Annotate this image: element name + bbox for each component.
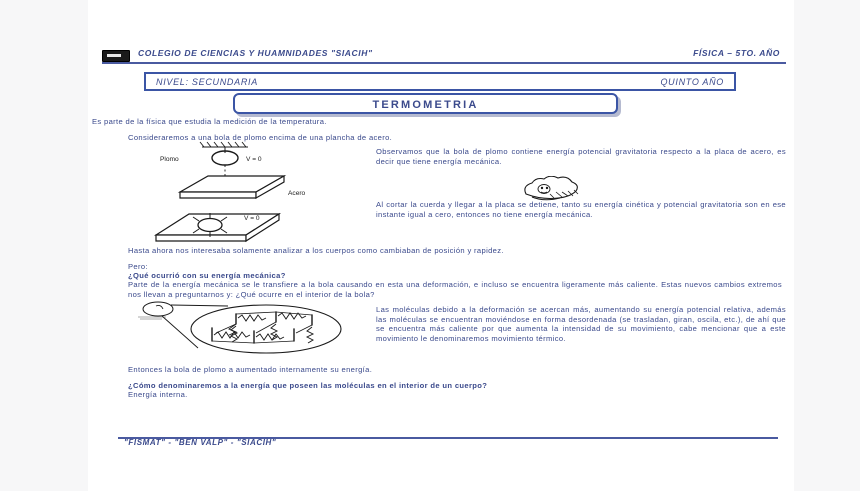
topic-title-box [233,93,618,114]
pero-label: Pero: [128,262,148,271]
plomo-acero-svg [136,140,366,245]
al-cortar-paragraph: Al cortar la cuerda y llegar a la placa se detiene, tanto su energía cinética y potencial gravitatoria son en ese instante igual a cero, entonces no tiene energía mecánica. [376,200,786,219]
entonces-paragraph: Entonces la bola de plomo a aumentado internamente su energía. [128,365,373,374]
page-content [88,0,794,491]
school-badge-icon [102,50,130,62]
level-label: NIVEL: SECUNDARIA [156,77,258,87]
figure-label-plomo: Plomo [160,156,179,163]
document-page [88,0,794,491]
hasta-ahora-paragraph: Hasta ahora nos interesaba solamente analizar a los cuerpos como cambiaban de posición y rapidez. [128,246,504,255]
cartoon-svg [518,176,592,202]
page-title: TERMOMETRIA [372,99,479,111]
lead-ball-on-steel-plate-diagram [136,140,366,245]
grade-label: QUINTO AÑO [660,77,724,87]
figure-label-acero: Acero [288,190,306,197]
header-course-label: FÍSICA – 5TO. AÑO [693,48,780,58]
parte-energia-paragraph: Parte de la energía mecánica se le transfiere a la bola causando en esta una deformación, e incluso se encuentra ligeramente más caliente. Estas nuevos cambios extremos nos llevan a preguntarnos y: ¿Qué ocurre en el interior de la bola? [128,280,782,299]
moleculas-svg [136,300,366,362]
question-energia-mecanica: ¿Qué ocurrió con su energía mecánica? [128,271,286,280]
cartoon-character-sketch [518,176,592,202]
intro-paragraph: Es parte de la física que estudia la medición de la temperatura. [92,117,327,126]
moleculas-paragraph: Las moléculas debido a la deformación se acercan más, aumentando su energía potencial relativa, además las moléculas se encuentran moviéndose en forma desordenada (se trasladan, giran, oscila, etc.), de ahí que se encuentra más caliente por que aumenta la intensidad de su movimiento, cabe mencionar que a este movimiento le denominaremos movimiento térmico. [376,305,786,343]
question-energia-interna: ¿Cómo denominaremos a la energía que poseen las moléculas en el interior de un cuerpo? [128,381,488,390]
answer-energia-interna: Energía interna. [128,390,188,399]
figure-label-v-top: V = 0 [246,156,262,163]
level-bar [144,72,736,91]
consider-paragraph: Consideraremos a una bola de plomo encima de una plancha de acero. [128,133,393,142]
observamos-paragraph: Observamos que la bola de plomo contiene energía potencial gravitatoria respecto a la placa de acero, es decir que tiene energía mecánica. [376,147,786,166]
footer-credits: "FISMAT" - "BEN VALP" - "SIACIH" [124,438,277,447]
molecular-lattice-magnified-diagram [136,300,366,362]
figure-label-v-bottom: V = 0 [244,215,260,222]
header-school-name: COLEGIO DE CIENCIAS Y HUAMNIDADES "SIACIH" [138,48,373,58]
header-divider [102,62,786,64]
document-header [96,48,786,66]
